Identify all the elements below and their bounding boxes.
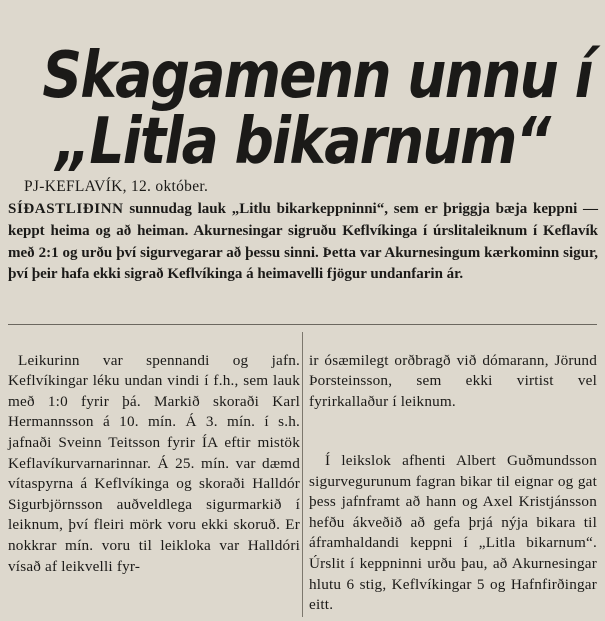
column-left (8, 330, 300, 598)
dateline: PJ-KEFLAVÍK, 12. október. (24, 178, 209, 195)
column-right (309, 330, 597, 621)
headline-line-2: „Litla bikarnum“ (55, 104, 550, 179)
lead-text: sunnudag lauk „Litlu bikarkeppninni“, sem er þriggja bæja keppni — keppt heima og að heiman. Akurnesingar sigruðu Keflvíkinga í úrslitaleiknum í Keflavík með 2:1 og urðu því sigurvegarar að þessu sinni. Þetta var Akurnesingum kærkominn sigur, því þeir hafa ekki sigrað Keflvíkinga á heimavelli fjögur undanfarin ár. (8, 201, 598, 283)
body-paragraph-2: ir ósæmilegt orðbragð við dómarann, Jörund Þorsteinsson, sem ekki virtist vel fyrirkallaður í leiknum. (309, 351, 597, 410)
section-divider (8, 324, 597, 325)
headline-line-1: Skagamenn unnu í (42, 38, 592, 113)
column-rule (302, 332, 303, 617)
body-paragraph-3: Í leikslok afhenti Albert Guðmundsson sigurvegurunum fagran bikar til eignar og gat þess jafnframt að hann og Axel Kristjánsson hefðu ákveðið að gefa þrjá nýja bikara til áframhaldandi keppni í „Litla bikarnum“. Úrslit í keppninni urðu þau, að Akurnesingar hlutu 6 stig, Keflvíkingar 5 og Hafnfirðingar eitt. (309, 451, 597, 614)
headline (42, 38, 592, 179)
lead-paragraph (8, 199, 598, 286)
lead-first-word: SÍÐASTLIÐINN (8, 201, 124, 217)
body-paragraph-1: Leikurinn var spennandi og jafn. Keflvíkingar léku undan vindi í f.h., sem lauk með 1:0 fyrir þá. Markið skoraði Karl Hermannsson á 10. mín. Á 3. mín. í s.h. jafnaði Sveinn Teitsson fyrir ÍA eftir mistök Keflavíkurvarnarinnar. Á 25. mín. var dæmd vítaspyrna á Keflvíkinga og skoraði Halldór Sigurbjörnsson auðveldlega sigurmarkið í leiknum, því fleiri mörk voru ekki skoruð. Er nokkrar mín. voru til leikloka var Halldóri vísað af leikvelli fyr- (8, 351, 300, 575)
